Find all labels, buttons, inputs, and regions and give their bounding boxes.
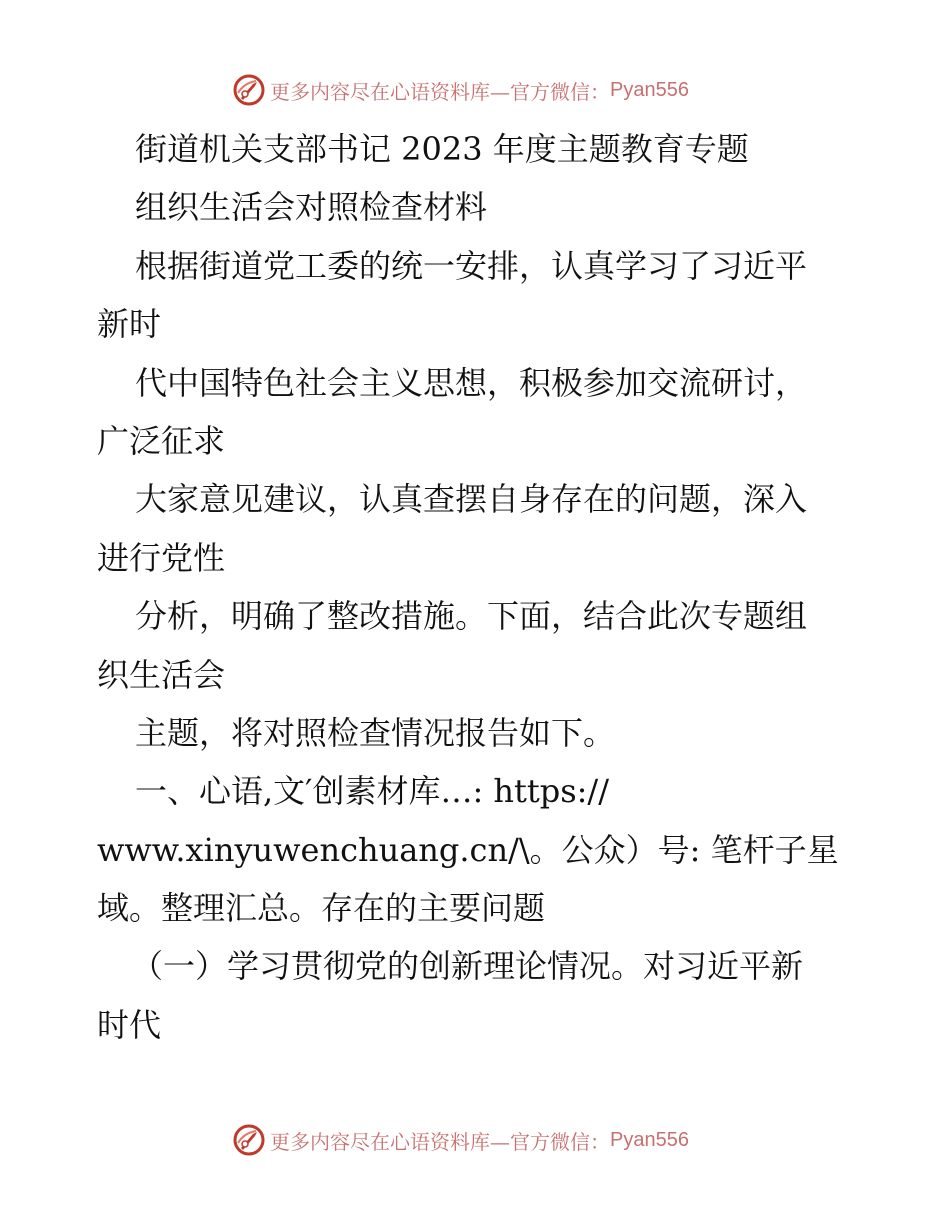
doc-paragraph-line: 根据街道党工委的统一安排，认真学习了习近平 xyxy=(135,246,808,285)
doc-subsection-line: （一）学习贯彻党的创新理论情况。对习近平新 xyxy=(131,947,804,986)
watermark-wechat-id: Pyan556 xyxy=(610,78,689,101)
doc-section-heading-line: 域。整理汇总。存在的主要问题 xyxy=(97,889,546,928)
doc-title-line-2: 组织生活会对照检查材料 xyxy=(135,188,488,227)
document-body xyxy=(97,120,857,1054)
watermark-logo-icon xyxy=(232,73,266,107)
watermark-text: 更多内容尽在心语资料库—官方微信： xyxy=(270,1129,610,1154)
doc-paragraph-line: 代中国特色社会主义思想，积极参加交流研讨， xyxy=(135,363,808,402)
doc-paragraph-line: 主题，将对照检查情况报告如下。 xyxy=(135,713,616,752)
doc-subsection-line: 时代 xyxy=(97,1005,162,1044)
doc-paragraph-line: 分析，明确了整改措施。下面，结合此次专题组 xyxy=(135,597,808,636)
doc-paragraph-line: 广泛征求 xyxy=(97,421,226,460)
watermark-wechat-id: Pyan556 xyxy=(610,1128,689,1151)
watermark-text: 更多内容尽在心语资料库—官方微信： xyxy=(270,79,610,104)
header-watermark xyxy=(232,72,689,108)
footer-watermark xyxy=(232,1122,689,1158)
doc-title-line-1: 街道机关支部书记 2023 年度主题教育专题 xyxy=(135,130,749,168)
doc-section-heading-line: 一、心语,文′创素材库…: https:// xyxy=(135,772,609,811)
doc-paragraph-line: 进行党性 xyxy=(97,538,226,577)
doc-section-heading-line: www.xinyuwenchuang.cn/\。公众）号: 笔杆子星 xyxy=(97,830,839,869)
doc-paragraph-line: 织生活会 xyxy=(97,655,226,694)
doc-paragraph-line: 新时 xyxy=(97,305,162,344)
doc-paragraph-line: 大家意见建议，认真查摆自身存在的问题，深入 xyxy=(135,480,808,519)
watermark-logo-icon xyxy=(232,1123,266,1157)
